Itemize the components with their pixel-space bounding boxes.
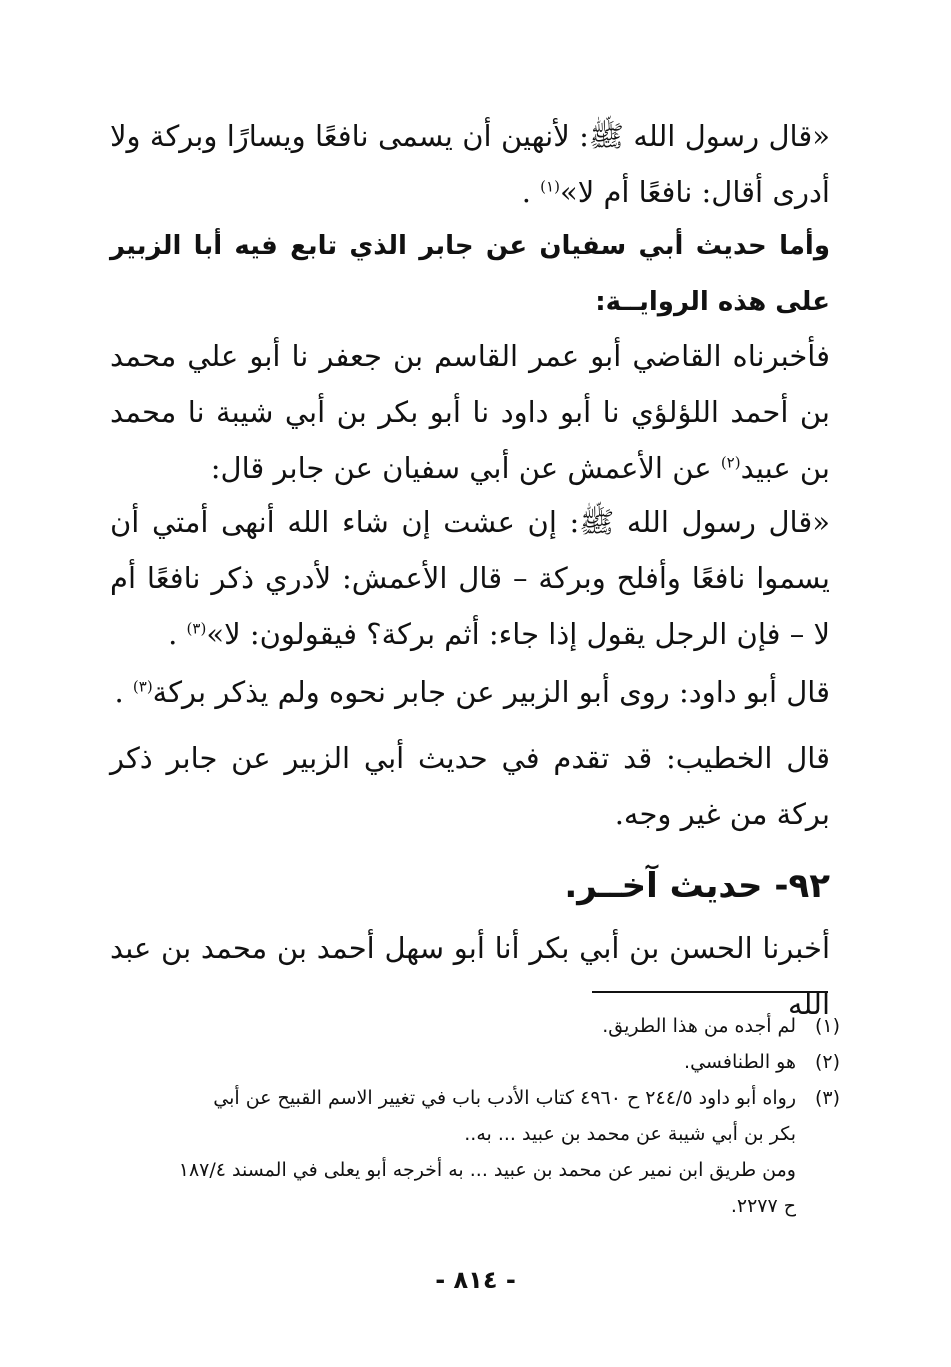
section-intro-bold [110, 218, 830, 330]
page-number: - ٨١٤ - [435, 1266, 516, 1294]
paragraph-4-text: «قال رسول الله ﷺ: إن عشت إن شاء الله أنهى أمتي أن يسموا نافعًا وأفلح وبركة – قال الأعمش: لأدري ذكر نافعًا أم لا – فإن الرجل يقول إذا جاء: أثم بركة؟ فيقولون: لا» [110, 505, 830, 651]
section-heading: ٩٢- حديث آخــر. [564, 866, 830, 906]
footnote-line: ومن طريق ابن نمير عن محمد بن عبيد ... به أخرجه أبو يعلى في المسند ١٨٧/٤ [178, 1159, 796, 1181]
footnote-ref-2: (٢) [720, 453, 741, 472]
footnote-line: رواه أبو داود ٢٤٤/٥ ح ٤٩٦٠ كتاب الأدب باب في تغيير الاسم القبيح عن أبي [213, 1087, 796, 1109]
footnote-line: لم أجده من هذا الطريق. [602, 1015, 796, 1037]
footnote-3 [110, 1080, 840, 1224]
khatib-note [110, 730, 830, 842]
footnote-ref-3: (٣) [186, 619, 207, 638]
paragraph-3-text-b: عن الأعمش عن أبي سفيان عن جابر قال: [210, 451, 721, 485]
paragraph-2-text: وأما حديث أبي سفيان عن جابر الذي تابع فيه أبا الزبير على هذه الروايــة: [110, 231, 830, 317]
paragraph-5-end: . [114, 675, 133, 709]
footnote-number: (٣) [814, 1087, 840, 1109]
hadith-paragraph-2 [110, 494, 830, 662]
paragraph-4-end: . [168, 617, 187, 651]
footnote-ref-3b: (٣) [132, 677, 153, 696]
footnotes [110, 1008, 840, 1224]
footnote-separator [592, 991, 828, 993]
footnote-line: ح ٢٢٧٧. [730, 1195, 796, 1217]
paragraph-1-end: . [521, 175, 541, 209]
footnote-1 [110, 1008, 840, 1044]
footnote-ref-1: (١) [540, 177, 560, 196]
footnote-number: (١) [814, 1015, 840, 1037]
paragraph-1-text: «قال رسول الله ﷺ: لأنهين أن يسمى نافعًا ويسارًا وبركة ولا أدرى أقال: نافعًا أم لا» [110, 119, 830, 209]
paragraph-3-text-a: فأخبرناه القاضي أبو عمر القاسم بن جعفر نا أبو علي محمد بن أحمد اللؤلؤي نا أبو داود نا أبو بكر بن أبي شيبة نا محمد بن عبيد [110, 339, 830, 485]
footnote-number: (٢) [814, 1051, 840, 1073]
hadith-paragraph-1 [110, 108, 830, 220]
paragraph-7-text: أخبرنا الحسن بن أبي بكر أنا أبو سهل أحمد بن محمد بن عبد الله [110, 931, 830, 1021]
footnote-line: هو الطنافسي. [684, 1051, 796, 1073]
footnote-2 [110, 1044, 840, 1080]
paragraph-6-text: قال الخطيب: قد تقدم في حديث أبي الزبير عن جابر ذكر بركة من غير وجه. [110, 741, 830, 831]
paragraph-5-text: قال أبو داود: روى أبو الزبير عن جابر نحوه ولم يذكر بركة [152, 675, 830, 709]
abu-dawud-note [110, 664, 830, 720]
footnote-line: بكر بن أبي شيبة عن محمد بن عبيد ... به.. [464, 1123, 796, 1145]
isnad-paragraph [110, 328, 830, 496]
